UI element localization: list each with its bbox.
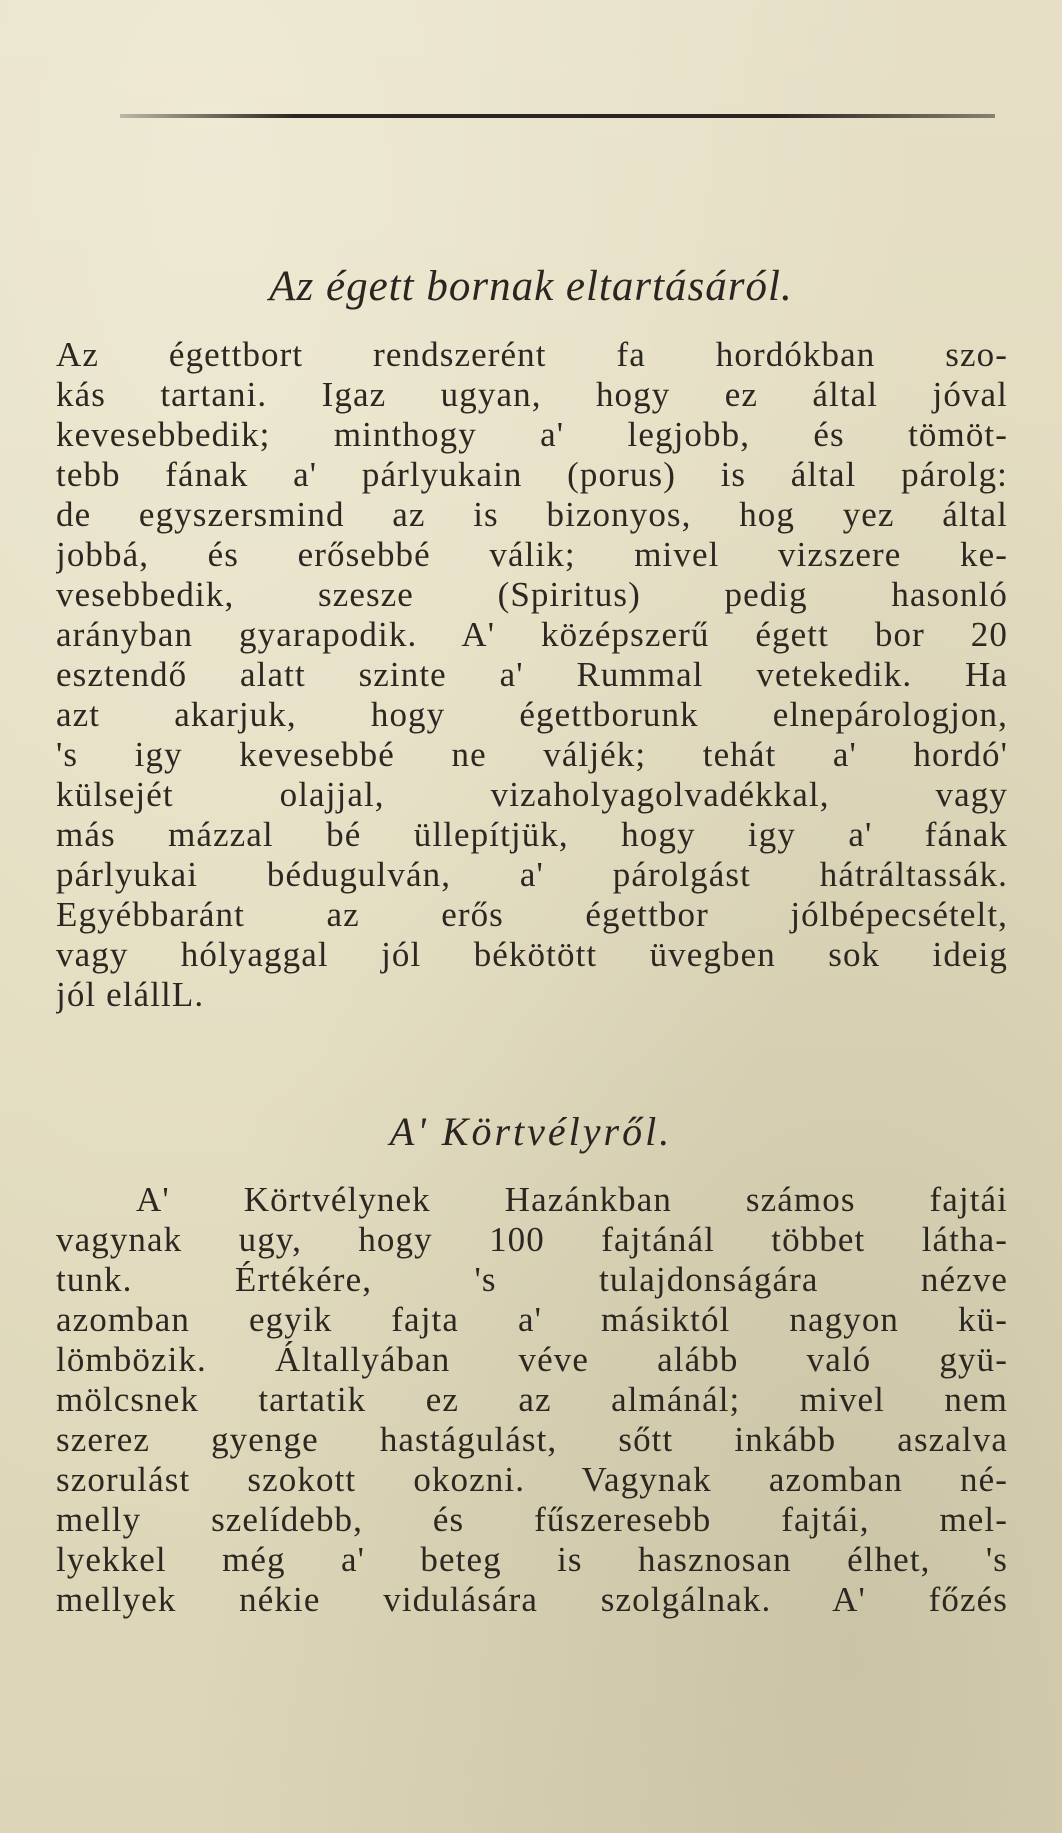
text-line: azomban egyik fajta a' másiktól nagyon kü- (56, 1300, 1008, 1339)
text-line: külsejét olajjal, vizaholyagolvadékkal, vagy (56, 775, 1008, 814)
section-heading-kortvely: A' Körtvélyről. (389, 1109, 673, 1154)
text-line: Az égettbort rendszerént fa hordókban szo- (56, 335, 1008, 374)
paragraph-kortvely (56, 1180, 1008, 1620)
text-line: tunk. Értékére, 's tulajdonságára nézve (56, 1260, 1008, 1299)
text-line: kás tartani. Igaz ugyan, hogy ez által jóval (56, 375, 1008, 414)
section-heading-egett-bor: Az égett bornak eltartásáról. (269, 263, 793, 310)
text-line: lömbözik. Általlyában véve alább való gyü- (56, 1340, 1008, 1379)
paragraph-egett-bor (56, 335, 1008, 1015)
text-line: vagynak ugy, hogy 100 fajtánál többet látha- (56, 1220, 1008, 1259)
text-line: szorulást szokott okozni. Vagynak azomban né- (56, 1460, 1008, 1499)
text-line: arányban gyarapodik. A' középszerű égett bor 20 (56, 615, 1008, 654)
text-line: mölcsnek tartatik ez az almánál; mivel nem (56, 1380, 1008, 1419)
text-line: párlyukai bédugulván, a' párolgást hátráltassák. (56, 855, 1008, 894)
text-line: más mázzal bé üllepítjük, hogy igy a' fának (56, 815, 1008, 854)
header-rule (120, 114, 995, 118)
text-line: lyekkel még a' beteg is hasznosan élhet, 's (56, 1540, 1008, 1579)
text-line: Egyébbaránt az erős égettbor jólbépecsételt, (56, 895, 1008, 934)
text-line: kevesebbedik; minthogy a' legjobb, és tömöt- (56, 415, 1008, 454)
text-line: vesebbedik, szesze (Spiritus) pedig hasonló (56, 575, 1008, 614)
text-line: 's igy kevesebbé ne váljék; tehát a' hordó' (56, 735, 1008, 774)
text-line: jól elállL. (56, 975, 205, 1014)
text-line: azt akarjuk, hogy égettborunk elnepárologjon, (56, 695, 1008, 734)
text-line: de egyszersmind az is bizonyos, hog yez által (56, 495, 1008, 534)
text-line: esztendő alatt szinte a' Rummal vetekedik. Ha (56, 655, 1008, 694)
text-line: jobbá, és erősebbé válik; mivel vizszere ke- (56, 535, 1008, 574)
text-line: A' Körtvélynek Hazánkban számos fajtái (136, 1180, 1008, 1219)
text-line: melly szelídebb, és fűszeresebb fajtái, mel- (56, 1500, 1008, 1539)
text-line: tebb fának a' párlyukain (porus) is által párolg: (56, 455, 1008, 494)
text-line: vagy hólyaggal jól békötött üvegben sok ideig (56, 935, 1008, 974)
text-line: mellyek nékie vidulására szolgálnak. A' főzés (56, 1580, 1008, 1619)
text-line: szerez gyenge hastágulást, sőtt inkább aszalva (56, 1420, 1008, 1459)
